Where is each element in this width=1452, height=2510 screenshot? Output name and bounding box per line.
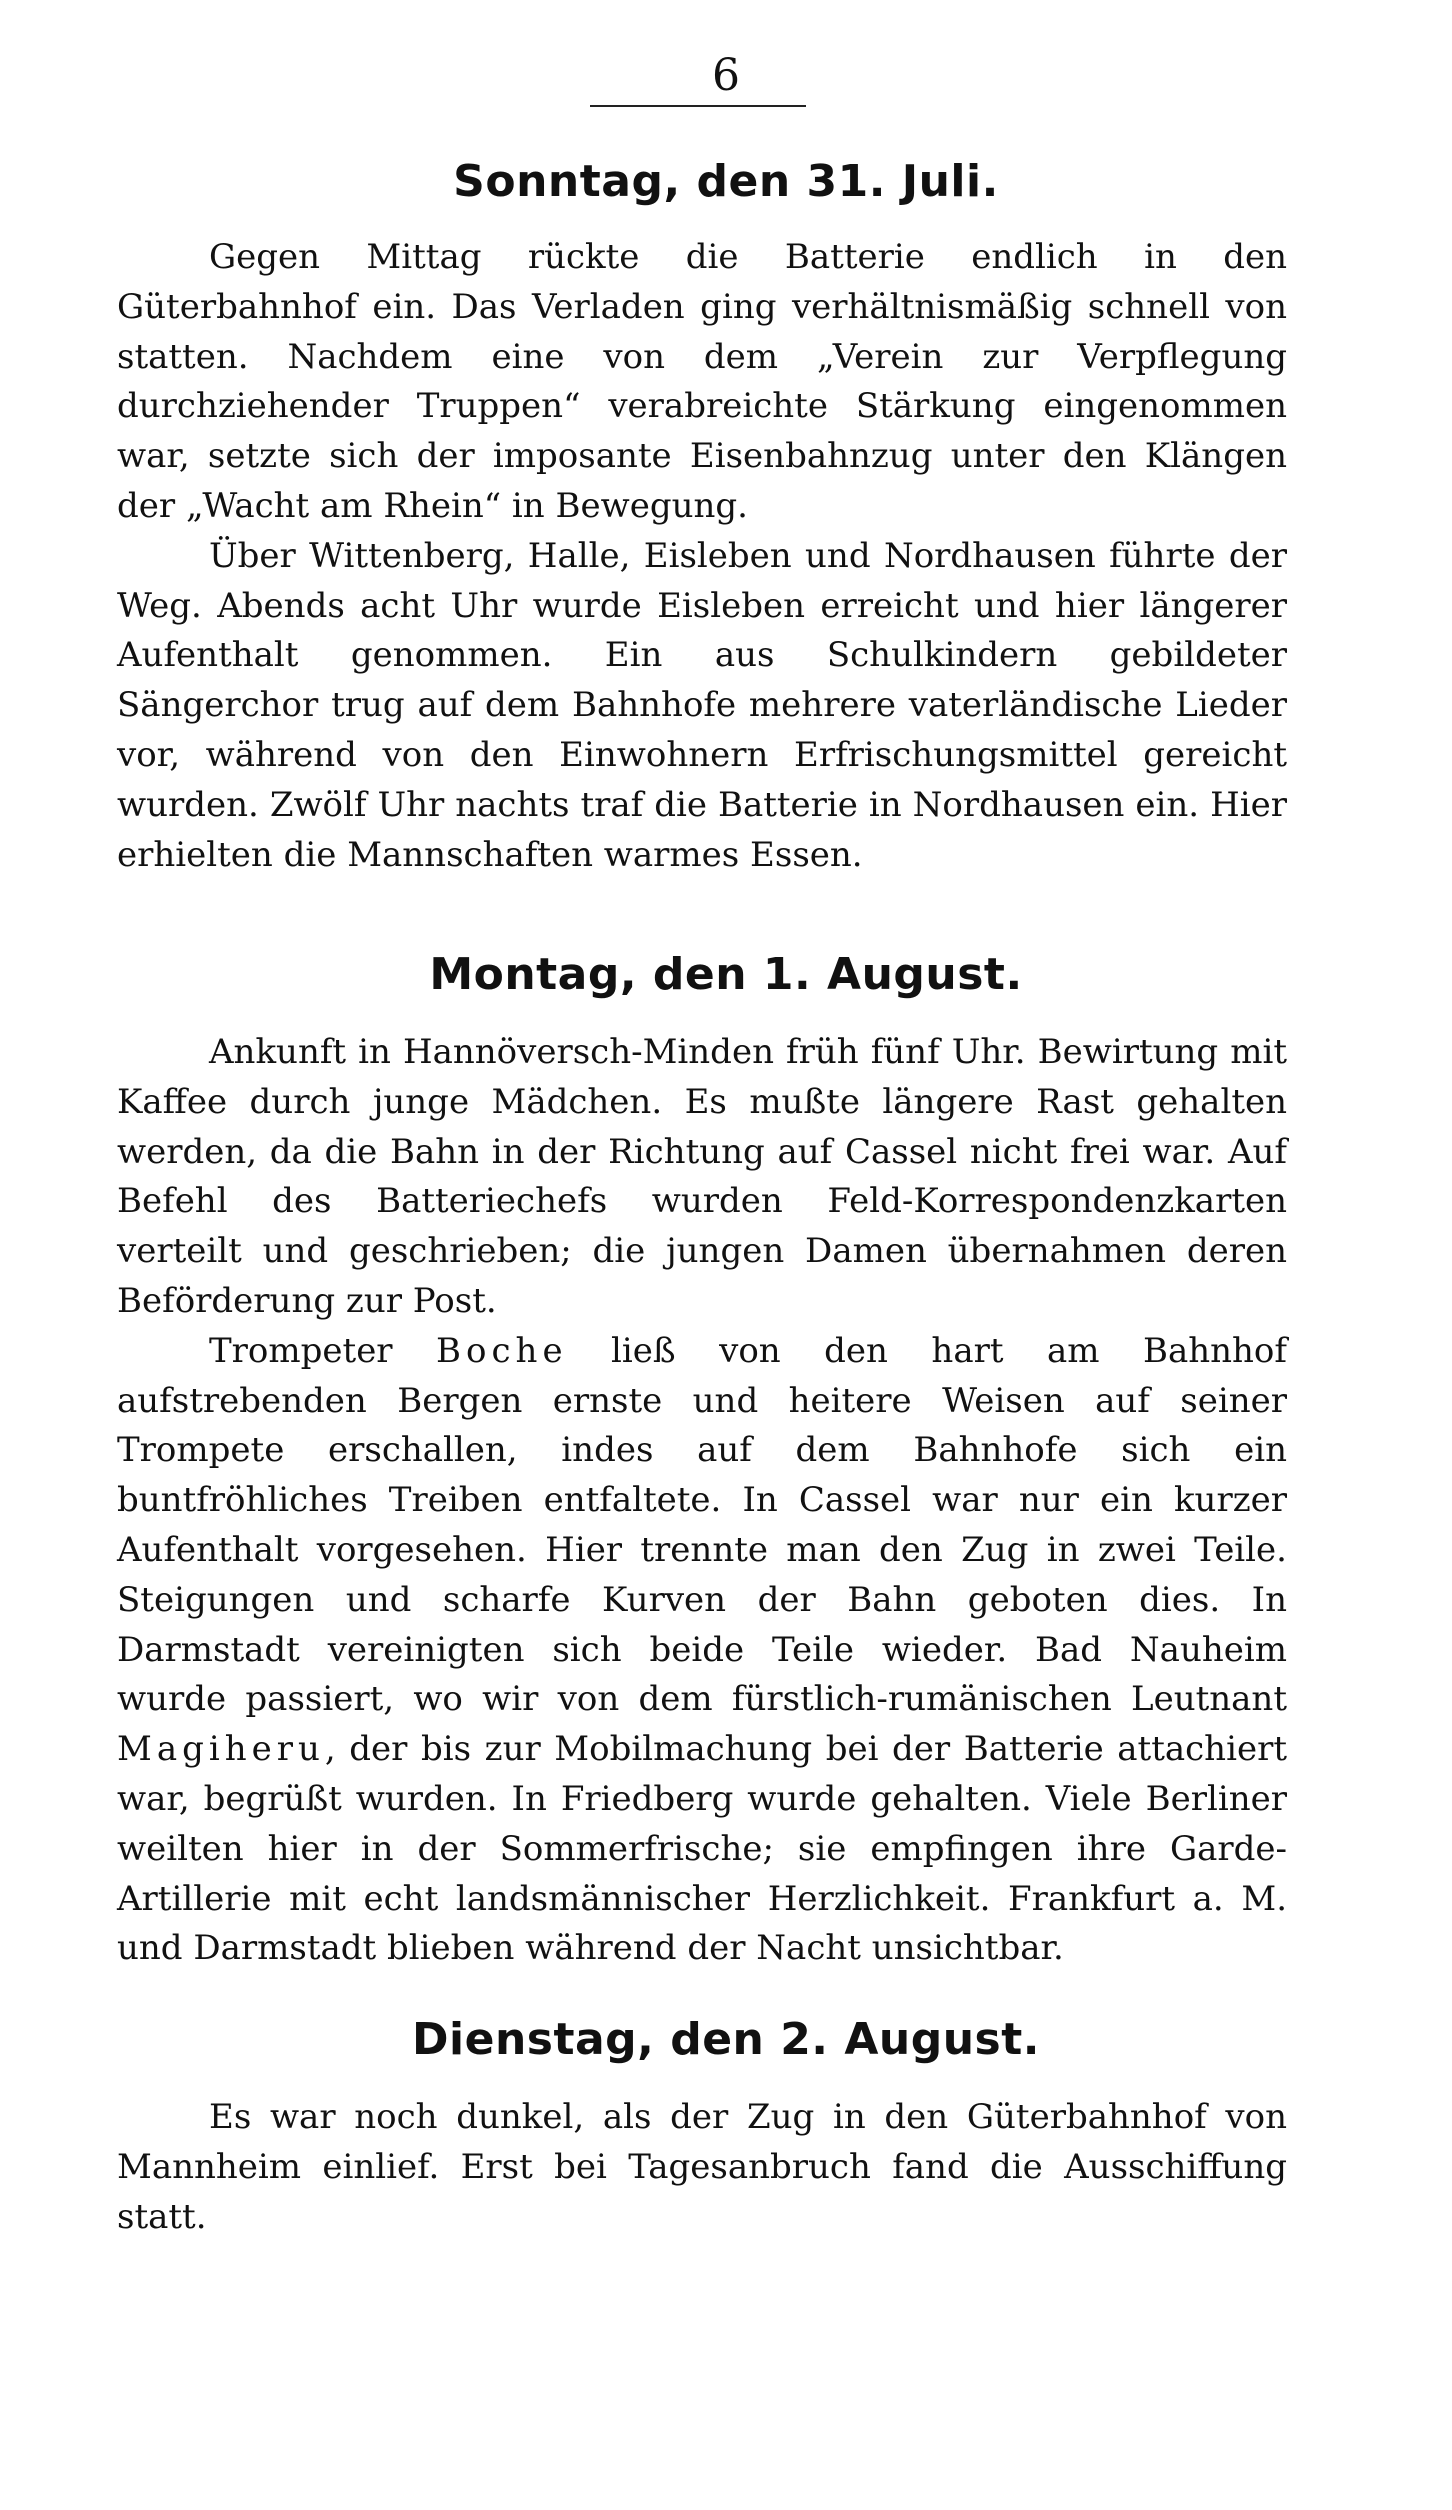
paragraph (117, 1327, 1287, 1974)
paragraph-text: , der bis zur Mobilmachung bei der Batterie attachiert war, begrüßt wurden. In Friedberg wurde gehalten. Viele Berliner weilten hier in der Sommerfrische; sie empfingen ihre Garde-Artillerie mit echt landsmännischer Herzlichkeit. Frankfurt a. M. und Darmstadt blieben während der Nacht unsichtbar. (117, 1729, 1287, 1969)
page-number: 6 (712, 50, 740, 101)
section-heading-monday: Montag, den 1. August. (429, 949, 1023, 1000)
paragraph: Ankunft in Hannöversch-Minden früh fünf Uhr. Bewirtung mit Kaffee durch junge Mädchen. Es mußte längere Rast gehalten werden, da die Bahn in der Richtung auf Cassel nicht frei war. Auf Befehl des Batteriechefs wurden Feld-Korrespondenzkarten verteilt und geschrieben; die jungen Damen übernahmen deren Beförderung zur Post. (117, 1032, 1287, 1321)
person-name: Boche (436, 1330, 568, 1371)
section-heading-tuesday: Dienstag, den 2. August. (412, 2014, 1040, 2065)
page-number-rule (590, 105, 806, 107)
section-body-tuesday (117, 2093, 1287, 2242)
paragraph: Über Wittenberg, Halle, Eisleben und Nordhausen führte der Weg. Abends acht Uhr wurde Eisleben erreicht und hier längerer Aufenthalt genommen. Ein aus Schulkindern gebildeter Sängerchor trug auf dem Bahnhofe mehrere vaterländische Lieder vor, während von den Einwohnern Erfrischungsmittel gereicht wurden. Zwölf Uhr nachts traf die Batterie in Nordhausen ein. Hier erhielten die Mannschaften warmes Essen. (117, 535, 1287, 875)
paragraph-text: Trompeter (209, 1330, 437, 1371)
section-heading-sunday: Sonntag, den 31. Juli. (453, 156, 999, 207)
person-name: Magiheru (117, 1729, 325, 1770)
paragraph-text: ließ von den hart am Bahnhof aufstrebenden Bergen ernste und heitere Weisen auf seiner Trompete erschallen, indes auf dem Bahnhofe sich ein buntfröhliches Treiben entfaltete. In Cassel war nur ein kurzer Aufenthalt vorgesehen. Hier trennte man den Zug in zwei Teile. Steigungen und scharfe Kurven der Bahn geboten dies. In Darmstadt vereinigten sich beide Teile wieder. Bad Nauheim wurde passiert, wo wir von dem fürstlich-rumänischen Leutnant (117, 1330, 1287, 1720)
paragraph: Gegen Mittag rückte die Batterie endlich in den Güterbahnhof ein. Das Verladen ging verhältnismäßig schnell von statten. Nachdem eine von dem „Verein zur Verpflegung durchziehender Truppen“ verabreichte Stärkung eingenommen war, setzte sich der imposante Eisenbahnzug unter den Klängen der „Wacht am Rhein“ in Bewegung. (117, 237, 1287, 526)
section-body-sunday (117, 233, 1287, 880)
paragraph: Es war noch dunkel, als der Zug in den Güterbahnhof von Mannheim einlief. Erst bei Tagesanbruch fand die Ausschiffung statt. (117, 2097, 1287, 2237)
section-body-monday (117, 1028, 1287, 1974)
